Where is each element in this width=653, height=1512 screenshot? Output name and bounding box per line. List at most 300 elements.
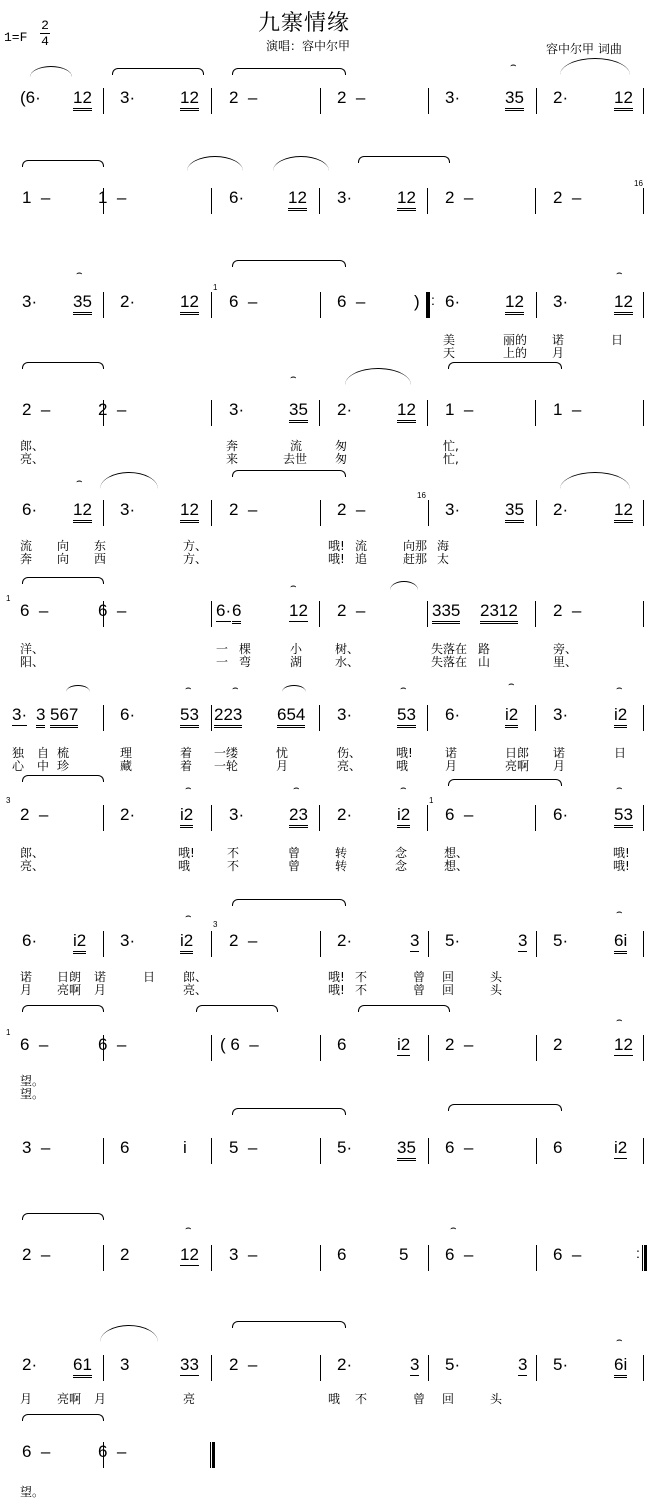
turn-mark: ⌢ (290, 581, 297, 592)
note: 5· (553, 931, 569, 950)
tie (112, 68, 204, 75)
lyric: 月 (20, 983, 33, 997)
note: 35 (505, 500, 524, 523)
lyric: 日郎 (505, 746, 530, 760)
slur (100, 1325, 158, 1342)
note: 2· (553, 88, 569, 107)
turn-mark: ⌢ (185, 783, 192, 794)
note: 6 – (20, 1035, 49, 1054)
note: 6· (216, 601, 232, 620)
lyric: 哦! (396, 746, 413, 760)
tie (358, 1005, 450, 1012)
note: 6 – (445, 1138, 474, 1157)
note: 6· (22, 931, 38, 950)
bar-line (319, 805, 320, 831)
note: 6 – (98, 1442, 127, 1461)
lyric: 着 (180, 746, 193, 760)
note: 35 (73, 292, 92, 315)
bar-line (536, 1245, 537, 1271)
note: 223 (214, 705, 242, 728)
bar-line (320, 1035, 321, 1061)
note: 3· (22, 292, 38, 311)
note: 6 (232, 601, 241, 624)
note: 6· (553, 805, 569, 824)
note: 2 – (20, 805, 49, 824)
grace-note: 1 (429, 796, 434, 805)
note: 53 (180, 705, 199, 728)
bar-line (643, 705, 644, 731)
note: 6· (445, 292, 461, 311)
lyric: 梳 (57, 746, 70, 760)
lyric: 亮、 (20, 452, 45, 466)
note: 12 (288, 188, 307, 211)
grace-note: 16 (634, 179, 643, 188)
note: 12 (397, 400, 416, 423)
tie (22, 775, 104, 782)
lyric: 方、 (183, 539, 208, 553)
bar-line (536, 88, 537, 114)
note: i2 (397, 1035, 411, 1054)
note: 2 (553, 1035, 563, 1054)
lyric: 回 (442, 1392, 455, 1406)
bar-line (211, 1245, 212, 1271)
lyric: 诺 (94, 970, 107, 984)
bar-line (319, 705, 320, 731)
lyric: 不 (355, 983, 368, 997)
grace-note: 1 (6, 1028, 11, 1037)
lyric: 不 (355, 1392, 368, 1406)
note: 3· (445, 500, 461, 519)
grace-note: 3 (6, 796, 11, 805)
score-row-11 (0, 1100, 653, 1200)
lyric: 一 (216, 655, 229, 669)
bar-line (643, 1035, 644, 1061)
note: 6· (445, 705, 461, 724)
note: 2 – (553, 601, 582, 620)
phrase-close-paren: ) (414, 292, 420, 311)
score-row-5 (0, 468, 653, 568)
note: 2 – (22, 1245, 51, 1264)
note: 12 (614, 292, 633, 315)
lyric: 月 (94, 983, 107, 997)
lyric: 水、 (335, 655, 360, 669)
lyric: 失落在 (431, 642, 468, 656)
lyric: 曾 (288, 859, 301, 873)
note: 6 (337, 1245, 347, 1264)
lyric: 海 (437, 539, 450, 553)
note: 2· (120, 805, 136, 824)
repeat-end-bar (642, 1245, 647, 1271)
tie (448, 1104, 562, 1111)
bar-line (643, 601, 644, 627)
turn-mark: ⌢ (616, 683, 623, 694)
lyric: 郎、 (20, 439, 45, 453)
lyric: 忧 (276, 746, 289, 760)
note: 5 (399, 1245, 409, 1264)
lyric: 赶那 (403, 552, 428, 566)
lyric: 回 (442, 970, 455, 984)
tie (22, 1005, 104, 1012)
note: 6 – (22, 1442, 51, 1461)
note: 6i (614, 931, 627, 954)
lyric: 奔 (20, 552, 33, 566)
lyric: 亮啊 (57, 1392, 82, 1406)
lyric: 哦! (613, 846, 630, 860)
note: 6 – (337, 292, 366, 311)
note: 5· (445, 1355, 461, 1374)
lyric: 回 (442, 983, 455, 997)
lyric: 山 (478, 655, 491, 669)
tie (22, 1213, 104, 1220)
lyric: 不 (227, 859, 240, 873)
bar-line (427, 705, 428, 731)
lyric: 流 (355, 539, 368, 553)
note: 1 – (553, 400, 582, 419)
score-row-7 (0, 675, 653, 775)
lyric: 日 (614, 746, 627, 760)
bar-line (643, 500, 644, 526)
note: 3 (120, 1355, 130, 1374)
turn-mark: ⌢ (76, 268, 83, 279)
note: 2· (120, 292, 136, 311)
note: 6 – (20, 601, 49, 620)
turn-mark: ⌢ (616, 268, 623, 279)
lyric: 月 (445, 759, 458, 773)
note: 3· (337, 188, 353, 207)
bar-line (320, 1355, 321, 1381)
slur (100, 472, 158, 489)
bar-line (643, 400, 644, 426)
bar-line (320, 500, 321, 526)
lyric: 曾 (413, 1392, 426, 1406)
note: i2 (180, 931, 193, 954)
bar-line (428, 500, 429, 526)
turn-mark: ⌢ (185, 683, 192, 694)
turn-mark: ⌢ (616, 907, 623, 918)
bar-line (320, 88, 321, 114)
lyric: 奔 (226, 439, 239, 453)
lyric: 伤、 (337, 746, 362, 760)
lyric: 里、 (553, 655, 578, 669)
note: 2· (553, 500, 569, 519)
key-signature: 1=F (4, 30, 28, 45)
lyric: 日朗 (57, 970, 82, 984)
note: 6 (337, 1035, 347, 1054)
lyric: 月 (20, 1392, 33, 1406)
note: 3· (229, 400, 245, 419)
lyric: 流 (20, 539, 33, 553)
note: i2 (505, 705, 518, 728)
bar-line (643, 805, 644, 831)
note: 1 – (22, 188, 51, 207)
lyric: 望。 (20, 1087, 45, 1101)
lyric: 棵 (239, 642, 252, 656)
singer-credit: 演唱：容中尔甲 (266, 39, 351, 53)
lyric: 弯 (239, 655, 252, 669)
lyric: 亮、 (20, 859, 45, 873)
note: 2 – (553, 188, 582, 207)
bar-line (103, 500, 104, 526)
lyric: 亮、 (183, 983, 208, 997)
note: 2 – (98, 400, 127, 419)
lyric: 郎、 (183, 970, 208, 984)
lyric: 诺 (445, 746, 458, 760)
note: 2 – (229, 500, 258, 519)
lyric: 曾 (288, 846, 301, 860)
note: 3· (120, 500, 136, 519)
lyric: 匆 (335, 439, 348, 453)
lyric: 亮、 (337, 759, 362, 773)
note: 53 (397, 705, 416, 728)
tie (232, 1108, 346, 1115)
score-row-9 (0, 895, 653, 995)
repeat-dots: : (636, 1245, 640, 1261)
note: ( 6 – (220, 1035, 259, 1054)
final-bar (210, 1442, 215, 1468)
bar-line (211, 1355, 212, 1381)
lyric: 追 (355, 552, 368, 566)
lyric: 东 (94, 539, 107, 553)
bar-line (320, 1138, 321, 1164)
note: 3· (553, 292, 569, 311)
lyric: 哦! (328, 970, 345, 984)
bar-line (211, 88, 212, 114)
bar-line (536, 1138, 537, 1164)
tie (232, 260, 346, 267)
turn-mark: ⌢ (508, 679, 515, 690)
lyric: 一 (216, 642, 229, 656)
note: 5· (445, 931, 461, 950)
bar-line (427, 400, 428, 426)
note: (6· (20, 88, 41, 107)
lyric: 转 (335, 846, 348, 860)
note: 2 – (337, 601, 366, 620)
lyric: 哦 (396, 759, 409, 773)
bar-line (103, 88, 104, 114)
note: 2· (337, 805, 353, 824)
note: 2· (22, 1355, 38, 1374)
lyric: 天 (443, 346, 456, 360)
note: 3· (229, 805, 245, 824)
bar-line (428, 1035, 429, 1061)
bar-line (535, 805, 536, 831)
slur (560, 472, 630, 489)
note: 2 – (445, 188, 474, 207)
note: 2· (337, 1355, 353, 1374)
note: 3· (337, 705, 353, 724)
repeat-dots: : (431, 292, 435, 308)
slur (187, 156, 243, 171)
tie (22, 362, 104, 369)
tie (448, 362, 562, 369)
score-row-1 (0, 58, 653, 158)
score-row-3 (0, 258, 653, 358)
note: 12 (180, 500, 199, 523)
bar-line (535, 400, 536, 426)
lyric: 中 (37, 759, 50, 773)
note: 2 – (229, 1355, 258, 1374)
note: 6 – (229, 292, 258, 311)
time-signature-top: 2 (41, 18, 49, 33)
note: 2 – (337, 88, 366, 107)
lyric: 去世 (283, 452, 308, 466)
note: 6 – (98, 601, 127, 620)
note: i2 (180, 805, 193, 828)
note: 12 (614, 500, 633, 523)
turn-mark: ⌢ (293, 783, 300, 794)
tie (232, 470, 346, 477)
turn-mark: ⌢ (400, 783, 407, 794)
note: 12 (180, 88, 199, 111)
tie (22, 577, 104, 584)
lyric: 心 (12, 759, 25, 773)
bar-line (211, 1035, 212, 1061)
note: 6 (553, 1138, 563, 1157)
bar-line (211, 292, 212, 318)
bar-line (211, 931, 212, 957)
lyric: 念 (395, 859, 408, 873)
lyric: 不 (355, 970, 368, 984)
bar-line (428, 1245, 429, 1271)
note: 2 – (337, 500, 366, 519)
song-title: 九寨情缘 (258, 11, 351, 36)
note: 6 (120, 1138, 130, 1157)
tie (22, 160, 104, 167)
note: 3 (410, 931, 420, 950)
lyric: 独 (12, 746, 25, 760)
note: 12 (73, 88, 92, 111)
lyric: 月 (553, 759, 566, 773)
bar-line (211, 400, 212, 426)
note: 12 (180, 292, 199, 315)
lyric: 流 (290, 439, 303, 453)
note: 2 – (445, 1035, 474, 1054)
lyric: 阳、 (20, 655, 45, 669)
lyric: 一轮 (214, 759, 239, 773)
lyric: 方、 (183, 552, 208, 566)
turn-mark: ⌢ (510, 60, 517, 71)
note: 3 – (229, 1245, 258, 1264)
tie (22, 1414, 104, 1421)
lyric: 美 (443, 333, 456, 347)
grace-note: 3 (213, 920, 218, 929)
bar-line (536, 292, 537, 318)
note: 2 (120, 1245, 130, 1264)
turn-mark: ⌢ (290, 372, 297, 383)
bar-line (211, 1138, 212, 1164)
note: 35 (289, 400, 308, 423)
note: i (183, 1138, 187, 1157)
note: 6 – (445, 805, 474, 824)
tie (232, 68, 346, 75)
bar-line (103, 1355, 104, 1381)
turn-mark: ⌢ (616, 1335, 623, 1346)
lyric: 郎、 (20, 846, 45, 860)
bar-line (643, 1138, 644, 1164)
lyric: 想、 (444, 846, 469, 860)
tie (232, 899, 346, 906)
bar-line (103, 1138, 104, 1164)
lyric: 旁、 (553, 642, 578, 656)
bar-line (643, 88, 644, 114)
lyric: 太 (437, 552, 450, 566)
bar-line (427, 601, 428, 627)
lyric: 月 (94, 1392, 107, 1406)
note: 3· (120, 88, 136, 107)
score-row-6 (0, 575, 653, 675)
turn-mark: ⌢ (616, 1015, 623, 1026)
note: 5· (337, 1138, 353, 1157)
lyric: 丽的 (503, 333, 528, 347)
note: 3 (36, 705, 45, 728)
note: 35 (505, 88, 524, 111)
lyric: 哦! (328, 983, 345, 997)
lyric: 曾 (413, 970, 426, 984)
lyric: 向 (57, 552, 70, 566)
note: 12 (180, 1245, 199, 1264)
lyric: 头 (490, 1392, 503, 1406)
bar-line (320, 292, 321, 318)
slur (66, 685, 90, 692)
lyric: 忙, (443, 452, 459, 466)
note: 2 – (229, 931, 258, 950)
lyric: 日 (611, 333, 624, 347)
note: 53 (614, 805, 633, 828)
note: 3 (518, 1355, 528, 1374)
turn-mark: ⌢ (185, 911, 192, 922)
lyric: 望。 (20, 1485, 45, 1499)
lyric: 曾 (413, 983, 426, 997)
lyric: 哦! (328, 552, 345, 566)
note: 6 – (98, 1035, 127, 1054)
note: 3· (445, 88, 461, 107)
lyric: 哦! (328, 539, 345, 553)
slur (282, 685, 306, 692)
lyric: 哦! (178, 846, 195, 860)
lyric: 上的 (503, 346, 528, 360)
note: 6 – (553, 1245, 582, 1264)
lyric: 亮啊 (505, 759, 530, 773)
lyric: 自 (37, 746, 50, 760)
slur (30, 66, 72, 77)
lyric: 西 (94, 552, 107, 566)
bar-line (643, 188, 644, 214)
turn-mark: ⌢ (616, 783, 623, 794)
bar-line (535, 188, 536, 214)
bar-line (536, 1355, 537, 1381)
lyric: 理 (120, 746, 133, 760)
lyric: 树、 (335, 642, 360, 656)
time-signature-bottom: 4 (41, 34, 49, 49)
note: 12 (397, 188, 416, 211)
note: 1 – (445, 400, 474, 419)
lyric: 洋、 (20, 642, 45, 656)
bar-line (535, 601, 536, 627)
slur (390, 581, 418, 590)
bar-line (103, 805, 104, 831)
slur (560, 58, 630, 75)
bar-line (643, 292, 644, 318)
repeat-start-bar (426, 292, 430, 318)
note: 12 (614, 1035, 633, 1054)
note: i2 (73, 931, 86, 954)
bar-line (536, 931, 537, 957)
note: 567 (50, 705, 78, 728)
bar-line (643, 1355, 644, 1381)
lyric: 珍 (57, 759, 70, 773)
grace-note: 1 (213, 283, 218, 292)
lyric: 匆 (335, 452, 348, 466)
